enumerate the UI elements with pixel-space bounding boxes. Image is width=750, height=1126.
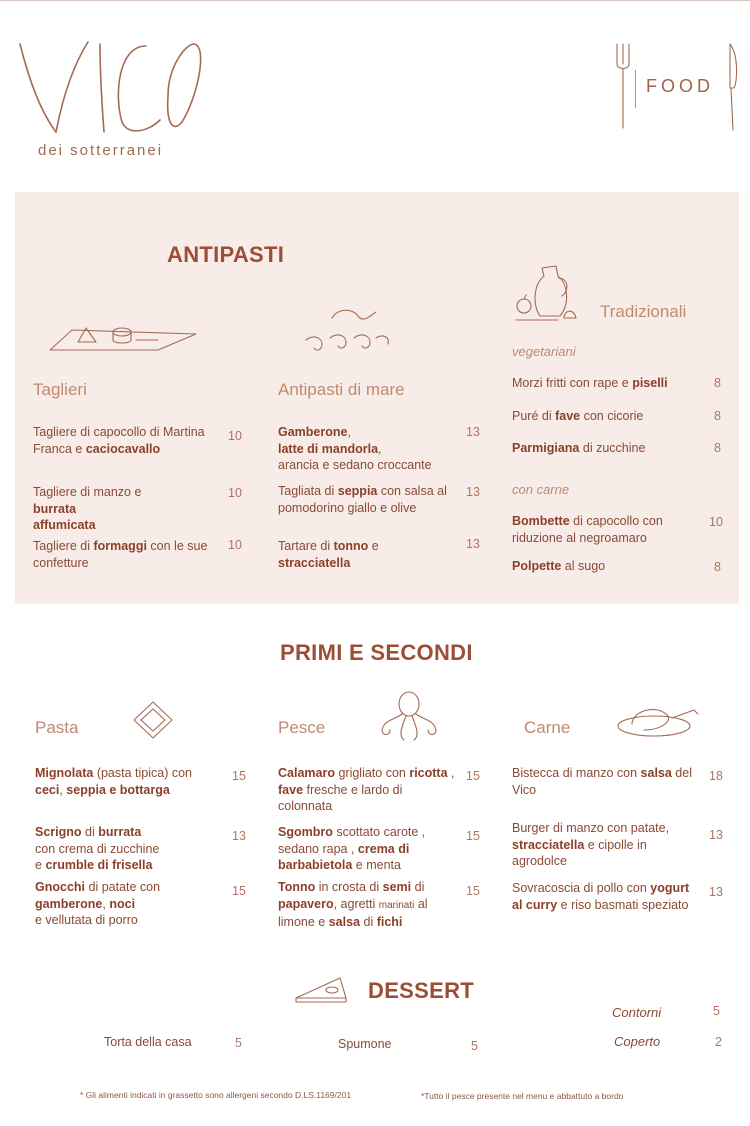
taglieri-title: Taglieri	[33, 380, 87, 399]
menu-item: Tagliere di capocollo di Martina Franca e caciocavallo	[33, 425, 205, 456]
dessert-title: DESSERT	[368, 978, 475, 1003]
tradizionali-title: Tradizionali	[600, 302, 687, 321]
octopus-icon	[378, 690, 440, 744]
item-price: 15	[466, 829, 480, 843]
antipasti-mare-title: Antipasti di mare	[278, 380, 405, 399]
item-price: 13	[232, 829, 246, 843]
menu-item: Gnocchi di patate con gamberone, noci e vellutata di porro	[35, 880, 161, 927]
item-price: 18	[709, 769, 723, 783]
knife-icon	[722, 40, 742, 132]
item-price: 15	[466, 884, 480, 898]
vegetariani-label: vegetariani	[512, 344, 576, 359]
meat-plate-icon	[614, 700, 700, 740]
menu-item: Sovracoscia di pollo con yogurt al curry e riso basmati speziato	[512, 881, 690, 912]
extra-price: 5	[713, 1004, 720, 1018]
menu-item: Scrigno di burrata con crema di zucchine e crumble di frisella	[35, 825, 160, 872]
dessert-item-name: Spumone	[338, 1037, 392, 1051]
top-divider	[0, 0, 750, 1]
extra-name: Contorni	[612, 1005, 662, 1020]
menu-item: Sgombro scottato carote , sedano rapa , crema di barbabietola e menta	[278, 825, 426, 872]
item-price: 15	[466, 769, 480, 783]
footer-allergen-note: * Gli alimenti indicati in grassetto sono allergeni secondo D.LS.1169/201	[80, 1090, 352, 1100]
waves-fish-icon	[302, 304, 394, 362]
cutting-board-icon	[48, 320, 198, 356]
food-label: FOOD	[646, 76, 714, 96]
menu-item: Polpette al sugo	[512, 559, 606, 573]
ravioli-icon	[132, 700, 174, 740]
logo-subtitle: dei sotterranei	[38, 142, 164, 159]
vico-logo	[18, 36, 208, 136]
item-price: 8	[714, 376, 721, 390]
primi-secondi-title: PRIMI E SECONDI	[280, 640, 473, 665]
menu-item: Bombette di capocollo con riduzione al negroamaro	[512, 514, 663, 545]
item-price: 13	[709, 828, 723, 842]
item-price: 8	[714, 441, 721, 455]
item-price: 13	[466, 425, 480, 439]
carne-title: Carne	[524, 718, 571, 737]
item-price: 13	[709, 885, 723, 899]
footer-fish-note: *Tutto il pesce presente nel menu e abbattuto a bordo	[421, 1091, 624, 1101]
food-separator	[635, 70, 636, 108]
item-price: 13	[466, 537, 480, 551]
extra-price: 2	[715, 1035, 722, 1049]
menu-item: Parmigiana di zucchine	[512, 441, 646, 455]
pesce-title: Pesce	[278, 718, 326, 737]
menu-item: Puré di fave con cicorie	[512, 409, 644, 423]
menu-item: Tonno in crosta di semi di papavero, agretti marinati al limone e salsa di fichi	[278, 880, 428, 929]
menu-item: Gamberone, latte di mandorla, arancia e sedano croccante	[278, 425, 432, 472]
pasta-title: Pasta	[35, 718, 79, 737]
menu-item: Tagliere di formaggi con le sue confetture	[33, 539, 208, 570]
item-price: 10	[228, 429, 242, 443]
menu-item: Mignolata (pasta tipica) con ceci, seppia e bottarga	[35, 766, 193, 797]
fork-icon	[612, 40, 634, 130]
item-price: 13	[466, 485, 480, 499]
menu-item: Tartare di tonno e stracciatella	[278, 539, 379, 570]
dessert-item-price: 5	[471, 1039, 478, 1053]
menu-item: Tagliata di seppia con salsa al pomodorino giallo e olive	[278, 484, 447, 515]
footer-allergen-text: Gli alimenti indicati in grassetto sono allergeni secondo D.LS.1169/201	[85, 1090, 352, 1100]
dessert-item-price: 5	[235, 1036, 242, 1050]
item-price: 15	[232, 769, 246, 783]
menu-item: Bistecca di manzo con salsa del Vico	[512, 766, 692, 797]
cake-slice-icon	[294, 972, 350, 1004]
item-price: 8	[714, 409, 721, 423]
item-price: 10	[709, 515, 723, 529]
menu-item: Burger di manzo con patate, stracciatella e cipolle in agrodolce	[512, 821, 670, 868]
item-price: 10	[228, 486, 242, 500]
con-carne-label: con carne	[512, 482, 570, 497]
dessert-item-name: Torta della casa	[104, 1035, 192, 1049]
menu-item: Tagliere di manzo e burrata affumicata	[33, 485, 142, 532]
jug-vegetables-icon	[512, 262, 584, 324]
item-price: 15	[232, 884, 246, 898]
antipasti-title: ANTIPASTI	[167, 242, 285, 267]
extra-name: Coperto	[614, 1034, 661, 1049]
item-price: 10	[228, 538, 242, 552]
menu-item: Morzi fritti con rape e piselli	[512, 376, 668, 390]
menu-item: Calamaro grigliato con ricotta , fave fresche e lardo di colonnata	[278, 766, 455, 813]
item-price: 8	[714, 560, 721, 574]
